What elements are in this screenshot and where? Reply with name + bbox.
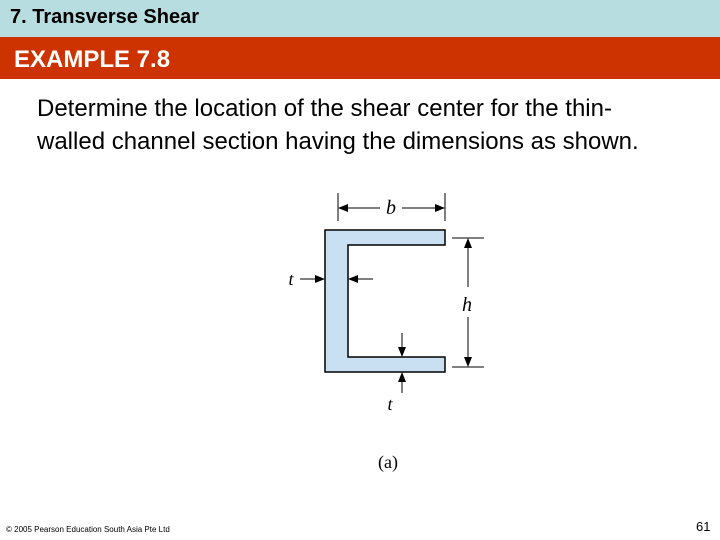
figure-caption: (a): [378, 452, 398, 472]
label-b: b: [386, 197, 396, 219]
page-number: 61: [696, 519, 711, 534]
channel-section-figure: [270, 185, 500, 480]
copyright-notice: © 2005 Pearson Education South Asia Pte Ltd: [6, 525, 170, 534]
example-title: EXAMPLE 7.8: [14, 46, 171, 73]
chapter-title: 7. Transverse Shear: [10, 6, 200, 28]
label-h: h: [462, 294, 472, 316]
label-t-bottom: t: [387, 394, 393, 414]
label-t-left: t: [288, 269, 294, 289]
problem-statement: Determine the location of the shear center for the thin-walled channel section having the dimensions as shown.: [37, 95, 639, 155]
channel-section-shape: [325, 230, 445, 372]
